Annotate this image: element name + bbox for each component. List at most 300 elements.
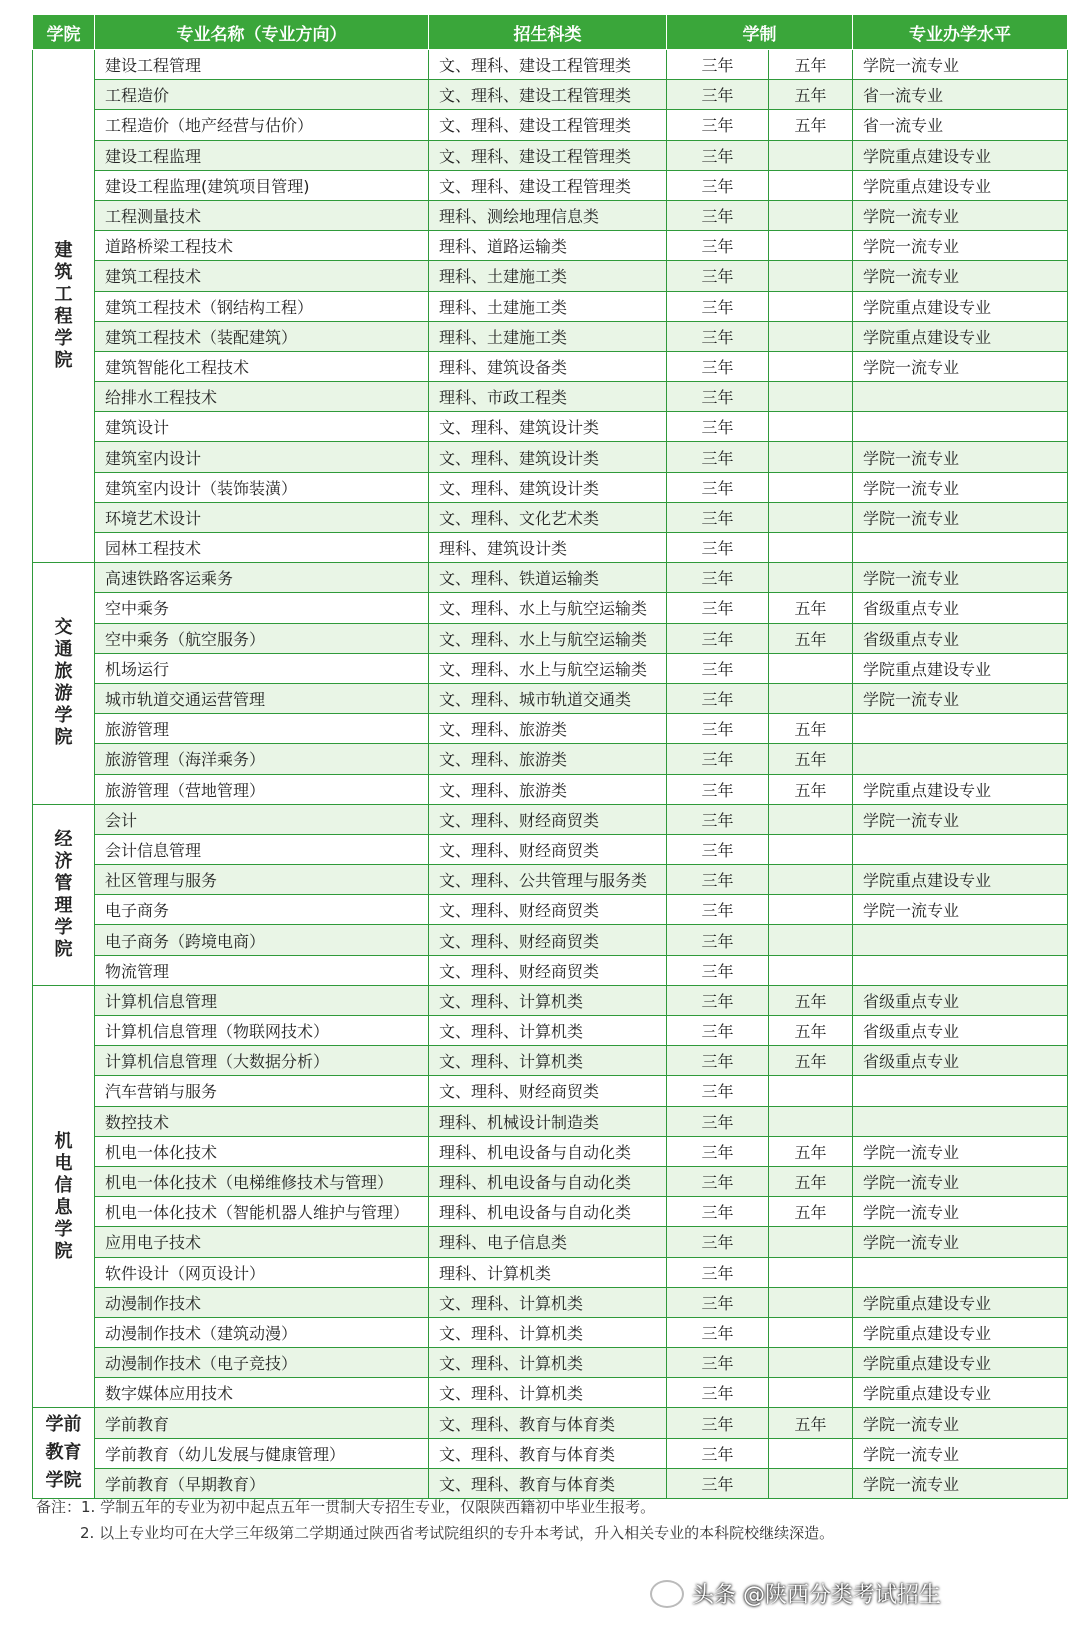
college-cell (33, 563, 95, 805)
table-row (33, 442, 1068, 472)
level-cell: 学院重点建设专业 (853, 140, 1068, 170)
table-row (33, 955, 1068, 985)
level-cell (853, 1076, 1068, 1106)
category-cell: 文、理科、建设工程管理类 (429, 50, 667, 80)
y3-cell: 三年 (667, 382, 769, 412)
table-row (33, 412, 1068, 442)
major-cell: 学前教育（早期教育） (95, 1468, 429, 1498)
wechat-icon (650, 1580, 684, 1608)
table-row (33, 110, 1068, 140)
table-row (33, 291, 1068, 321)
y3-cell: 三年 (667, 1257, 769, 1287)
level-cell: 学院一流专业 (853, 1166, 1068, 1196)
y3-cell: 三年 (667, 1378, 769, 1408)
level-cell (853, 412, 1068, 442)
major-cell: 物流管理 (95, 955, 429, 985)
y5-cell (769, 261, 853, 291)
major-cell: 建设工程监理(建筑项目管理) (95, 170, 429, 200)
y3-cell: 三年 (667, 261, 769, 291)
category-cell: 文、理科、旅游类 (429, 714, 667, 744)
level-cell: 学院重点建设专业 (853, 1378, 1068, 1408)
major-cell: 空中乘务（航空服务） (95, 623, 429, 653)
level-cell (853, 533, 1068, 563)
category-cell: 文、理科、建设工程管理类 (429, 170, 667, 200)
major-cell: 高速铁路客运乘务 (95, 563, 429, 593)
level-cell: 学院一流专业 (853, 1438, 1068, 1468)
y5-cell (769, 1076, 853, 1106)
level-cell: 省一流专业 (853, 110, 1068, 140)
level-cell: 学院一流专业 (853, 1408, 1068, 1438)
major-cell: 旅游管理（海洋乘务） (95, 744, 429, 774)
major-cell: 应用电子技术 (95, 1227, 429, 1257)
table-row (33, 261, 1068, 291)
y5-cell (769, 1438, 853, 1468)
table-row (33, 683, 1068, 713)
y3-cell: 三年 (667, 1106, 769, 1136)
major-cell: 计算机信息管理（大数据分析） (95, 1046, 429, 1076)
y3-cell: 三年 (667, 1227, 769, 1257)
category-cell: 文、理科、水上与航空运输类 (429, 623, 667, 653)
table-row (33, 80, 1068, 110)
table-row (33, 1287, 1068, 1317)
category-cell: 文、理科、财经商贸类 (429, 955, 667, 985)
major-cell: 计算机信息管理（物联网技术） (95, 1016, 429, 1046)
level-cell: 学院一流专业 (853, 231, 1068, 261)
y3-cell: 三年 (667, 593, 769, 623)
category-cell: 文、理科、计算机类 (429, 1046, 667, 1076)
level-cell: 学院一流专业 (853, 351, 1068, 381)
major-cell: 给排水工程技术 (95, 382, 429, 412)
category-cell: 文、理科、建设工程管理类 (429, 80, 667, 110)
y5-cell (769, 1106, 853, 1136)
note-line-1: 备注：1. 学制五年的专业为初中起点五年一贯制大专招生专业，仅限陕西籍初中毕业生报考。 (36, 1498, 656, 1516)
level-cell (853, 744, 1068, 774)
category-cell: 理科、土建施工类 (429, 321, 667, 351)
category-cell: 文、理科、建筑设计类 (429, 472, 667, 502)
major-cell: 建筑室内设计（装饰装潢） (95, 472, 429, 502)
category-cell: 理科、建筑设备类 (429, 351, 667, 381)
y3-cell: 三年 (667, 774, 769, 804)
level-cell: 学院一流专业 (853, 50, 1068, 80)
category-cell: 理科、机电设备与自动化类 (429, 1197, 667, 1227)
major-cell: 建筑设计 (95, 412, 429, 442)
table-row (33, 231, 1068, 261)
y5-cell (769, 1257, 853, 1287)
category-cell: 理科、测绘地理信息类 (429, 200, 667, 230)
category-cell: 文、理科、教育与体育类 (429, 1438, 667, 1468)
major-cell: 机电一体化技术（电梯维修技术与管理） (95, 1166, 429, 1196)
level-cell: 省级重点专业 (853, 1016, 1068, 1046)
level-cell: 学院重点建设专业 (853, 291, 1068, 321)
category-cell: 文、理科、计算机类 (429, 985, 667, 1015)
majors-table (32, 14, 1068, 1499)
table-row (33, 1076, 1068, 1106)
y3-cell: 三年 (667, 170, 769, 200)
y3-cell: 三年 (667, 351, 769, 381)
y5-cell: 五年 (769, 1016, 853, 1046)
table-row (33, 1257, 1068, 1287)
category-cell: 理科、机械设计制造类 (429, 1106, 667, 1136)
level-cell (853, 834, 1068, 864)
college-name: 建筑工程学院 (54, 240, 73, 372)
college-cell (33, 50, 95, 563)
y3-cell: 三年 (667, 1016, 769, 1046)
table-row (33, 533, 1068, 563)
y3-cell: 三年 (667, 1408, 769, 1438)
major-cell: 旅游管理（营地管理） (95, 774, 429, 804)
y3-cell: 三年 (667, 955, 769, 985)
level-cell: 学院一流专业 (853, 442, 1068, 472)
major-cell: 会计 (95, 804, 429, 834)
level-cell: 学院一流专业 (853, 200, 1068, 230)
category-cell: 文、理科、计算机类 (429, 1317, 667, 1347)
category-cell: 文、理科、铁道运输类 (429, 563, 667, 593)
major-cell: 数字媒体应用技术 (95, 1378, 429, 1408)
level-cell: 学院重点建设专业 (853, 1348, 1068, 1378)
table-header-row (33, 15, 1068, 50)
table-row (33, 653, 1068, 683)
category-cell: 文、理科、建设工程管理类 (429, 110, 667, 140)
level-cell: 学院一流专业 (853, 683, 1068, 713)
y3-cell: 三年 (667, 1468, 769, 1498)
level-cell: 学院一流专业 (853, 1197, 1068, 1227)
y3-cell: 三年 (667, 1197, 769, 1227)
y3-cell: 三年 (667, 1046, 769, 1076)
category-cell: 文、理科、财经商贸类 (429, 1076, 667, 1106)
y5-cell: 五年 (769, 714, 853, 744)
y3-cell: 三年 (667, 623, 769, 653)
major-cell: 会计信息管理 (95, 834, 429, 864)
table-body (33, 50, 1068, 1499)
y5-cell (769, 865, 853, 895)
level-cell: 学院一流专业 (853, 261, 1068, 291)
major-cell: 工程测量技术 (95, 200, 429, 230)
major-cell: 电子商务（跨境电商） (95, 925, 429, 955)
y5-cell (769, 653, 853, 683)
y5-cell (769, 502, 853, 532)
table-row (33, 382, 1068, 412)
category-cell: 理科、机电设备与自动化类 (429, 1166, 667, 1196)
y3-cell: 三年 (667, 140, 769, 170)
y5-cell (769, 472, 853, 502)
level-cell: 省级重点专业 (853, 623, 1068, 653)
y5-cell: 五年 (769, 110, 853, 140)
note-line-2: 2. 以上专业均可在大学三年级第二学期通过陕西省考试院组织的专升本考试，升入相关专业的本科院校继续深造。 (80, 1524, 835, 1542)
level-cell: 学院一流专业 (853, 502, 1068, 532)
header-college: 学院 (33, 15, 95, 50)
level-cell (853, 1257, 1068, 1287)
y5-cell: 五年 (769, 50, 853, 80)
y3-cell: 三年 (667, 321, 769, 351)
category-cell: 文、理科、财经商贸类 (429, 925, 667, 955)
y3-cell: 三年 (667, 865, 769, 895)
y5-cell: 五年 (769, 985, 853, 1015)
college-name: 经济管理学院 (54, 828, 73, 960)
level-cell (853, 955, 1068, 985)
major-cell: 建筑智能化工程技术 (95, 351, 429, 381)
y3-cell: 三年 (667, 1348, 769, 1378)
header-duration: 学制 (667, 15, 853, 50)
category-cell: 文、理科、教育与体育类 (429, 1408, 667, 1438)
y5-cell (769, 442, 853, 472)
y5-cell: 五年 (769, 744, 853, 774)
table-row (33, 1438, 1068, 1468)
table-row (33, 593, 1068, 623)
y5-cell (769, 1287, 853, 1317)
level-cell: 学院一流专业 (853, 804, 1068, 834)
table-row (33, 1046, 1068, 1076)
y5-cell (769, 563, 853, 593)
y3-cell: 三年 (667, 804, 769, 834)
y3-cell: 三年 (667, 442, 769, 472)
level-cell: 学院一流专业 (853, 1468, 1068, 1498)
level-cell: 省级重点专业 (853, 1046, 1068, 1076)
y5-cell (769, 834, 853, 864)
y5-cell (769, 291, 853, 321)
y5-cell (769, 895, 853, 925)
y5-cell: 五年 (769, 1408, 853, 1438)
table-row (33, 1136, 1068, 1166)
y3-cell: 三年 (667, 563, 769, 593)
major-cell: 电子商务 (95, 895, 429, 925)
level-cell (853, 714, 1068, 744)
y3-cell: 三年 (667, 834, 769, 864)
major-cell: 建筑工程技术 (95, 261, 429, 291)
table-row (33, 502, 1068, 532)
y5-cell (769, 1317, 853, 1347)
y3-cell: 三年 (667, 200, 769, 230)
level-cell: 学院一流专业 (853, 563, 1068, 593)
y3-cell: 三年 (667, 1438, 769, 1468)
major-cell: 道路桥梁工程技术 (95, 231, 429, 261)
category-cell: 文、理科、建设工程管理类 (429, 140, 667, 170)
y3-cell: 三年 (667, 1136, 769, 1166)
table-row (33, 1348, 1068, 1378)
y5-cell (769, 804, 853, 834)
major-cell: 城市轨道交通运营管理 (95, 683, 429, 713)
table-row (33, 925, 1068, 955)
major-cell: 软件设计（网页设计） (95, 1257, 429, 1287)
table-row (33, 472, 1068, 502)
level-cell: 学院重点建设专业 (853, 321, 1068, 351)
category-cell: 理科、机电设备与自动化类 (429, 1136, 667, 1166)
table-row (33, 834, 1068, 864)
level-cell: 学院一流专业 (853, 1227, 1068, 1257)
table-row (33, 321, 1068, 351)
major-cell: 学前教育（幼儿发展与健康管理） (95, 1438, 429, 1468)
table-row (33, 744, 1068, 774)
table-row (33, 1227, 1068, 1257)
table-row (33, 1408, 1068, 1438)
major-cell: 社区管理与服务 (95, 865, 429, 895)
table-row (33, 50, 1068, 80)
category-cell: 文、理科、财经商贸类 (429, 895, 667, 925)
college-name: 学前教育学院 (45, 1414, 82, 1492)
college-name: 机电信息学院 (54, 1130, 73, 1262)
category-cell: 文、理科、计算机类 (429, 1287, 667, 1317)
table-row (33, 1317, 1068, 1347)
header-level: 专业办学水平 (853, 15, 1068, 50)
y3-cell: 三年 (667, 50, 769, 80)
y3-cell: 三年 (667, 744, 769, 774)
major-cell: 环境艺术设计 (95, 502, 429, 532)
y3-cell: 三年 (667, 110, 769, 140)
category-cell: 理科、土建施工类 (429, 261, 667, 291)
level-cell: 学院一流专业 (853, 1136, 1068, 1166)
major-cell: 工程造价 (95, 80, 429, 110)
y5-cell (769, 1348, 853, 1378)
table-row (33, 170, 1068, 200)
header-category: 招生科类 (429, 15, 667, 50)
table-row (33, 714, 1068, 744)
y5-cell (769, 955, 853, 985)
y3-cell: 三年 (667, 714, 769, 744)
level-cell: 学院重点建设专业 (853, 653, 1068, 683)
table-row (33, 1197, 1068, 1227)
level-cell: 学院重点建设专业 (853, 1287, 1068, 1317)
y5-cell: 五年 (769, 593, 853, 623)
table-row (33, 140, 1068, 170)
y5-cell: 五年 (769, 1166, 853, 1196)
y5-cell (769, 321, 853, 351)
category-cell: 文、理科、文化艺术类 (429, 502, 667, 532)
y5-cell (769, 925, 853, 955)
y5-cell (769, 351, 853, 381)
y3-cell: 三年 (667, 1317, 769, 1347)
table-row (33, 200, 1068, 230)
notes (36, 1494, 834, 1546)
category-cell: 文、理科、财经商贸类 (429, 834, 667, 864)
y5-cell: 五年 (769, 1136, 853, 1166)
major-cell: 建筑室内设计 (95, 442, 429, 472)
category-cell: 文、理科、旅游类 (429, 744, 667, 774)
y3-cell: 三年 (667, 1166, 769, 1196)
level-cell: 省一流专业 (853, 80, 1068, 110)
y3-cell: 三年 (667, 80, 769, 110)
table-row (33, 1106, 1068, 1136)
watermark (650, 1578, 941, 1609)
y3-cell: 三年 (667, 925, 769, 955)
major-cell: 汽车营销与服务 (95, 1076, 429, 1106)
y5-cell (769, 412, 853, 442)
category-cell: 理科、道路运输类 (429, 231, 667, 261)
level-cell: 学院重点建设专业 (853, 774, 1068, 804)
table-row (33, 804, 1068, 834)
y3-cell: 三年 (667, 1076, 769, 1106)
y3-cell: 三年 (667, 291, 769, 321)
major-cell: 机电一体化技术（智能机器人维护与管理） (95, 1197, 429, 1227)
level-cell (853, 925, 1068, 955)
y3-cell: 三年 (667, 472, 769, 502)
major-cell: 旅游管理 (95, 714, 429, 744)
category-cell: 文、理科、教育与体育类 (429, 1468, 667, 1498)
category-cell: 理科、计算机类 (429, 1257, 667, 1287)
y5-cell (769, 382, 853, 412)
category-cell: 文、理科、城市轨道交通类 (429, 683, 667, 713)
y5-cell (769, 231, 853, 261)
major-cell: 学前教育 (95, 1408, 429, 1438)
category-cell: 理科、电子信息类 (429, 1227, 667, 1257)
y5-cell (769, 200, 853, 230)
table-row (33, 351, 1068, 381)
y3-cell: 三年 (667, 985, 769, 1015)
level-cell: 学院重点建设专业 (853, 865, 1068, 895)
y3-cell: 三年 (667, 683, 769, 713)
category-cell: 文、理科、公共管理与服务类 (429, 865, 667, 895)
y5-cell (769, 1227, 853, 1257)
category-cell: 文、理科、水上与航空运输类 (429, 653, 667, 683)
level-cell: 学院一流专业 (853, 895, 1068, 925)
y5-cell: 五年 (769, 1046, 853, 1076)
y5-cell: 五年 (769, 1197, 853, 1227)
college-cell (33, 1408, 95, 1499)
level-cell (853, 382, 1068, 412)
y3-cell: 三年 (667, 653, 769, 683)
major-cell: 空中乘务 (95, 593, 429, 623)
category-cell: 文、理科、财经商贸类 (429, 804, 667, 834)
category-cell: 文、理科、计算机类 (429, 1016, 667, 1046)
major-cell: 动漫制作技术（建筑动漫） (95, 1317, 429, 1347)
y3-cell: 三年 (667, 231, 769, 261)
major-cell: 数控技术 (95, 1106, 429, 1136)
y5-cell: 五年 (769, 623, 853, 653)
college-name: 交通旅游学院 (54, 617, 73, 749)
table-row (33, 1166, 1068, 1196)
table-row (33, 563, 1068, 593)
table-row (33, 623, 1068, 653)
major-cell: 计算机信息管理 (95, 985, 429, 1015)
table-row (33, 895, 1068, 925)
level-cell (853, 1106, 1068, 1136)
major-cell: 建设工程监理 (95, 140, 429, 170)
category-cell: 文、理科、建筑设计类 (429, 442, 667, 472)
y5-cell (769, 1378, 853, 1408)
major-cell: 机场运行 (95, 653, 429, 683)
y3-cell: 三年 (667, 1287, 769, 1317)
y5-cell: 五年 (769, 774, 853, 804)
y5-cell (769, 170, 853, 200)
y5-cell (769, 533, 853, 563)
table-row (33, 1378, 1068, 1408)
major-cell: 动漫制作技术（电子竞技） (95, 1348, 429, 1378)
category-cell: 理科、土建施工类 (429, 291, 667, 321)
category-cell: 理科、建筑设计类 (429, 533, 667, 563)
category-cell: 理科、市政工程类 (429, 382, 667, 412)
major-cell: 园林工程技术 (95, 533, 429, 563)
y3-cell: 三年 (667, 533, 769, 563)
category-cell: 文、理科、建筑设计类 (429, 412, 667, 442)
watermark-text: 头条 @陕西分类考试招生 (692, 1583, 941, 1608)
major-cell: 建设工程管理 (95, 50, 429, 80)
level-cell: 省级重点专业 (853, 985, 1068, 1015)
level-cell: 学院一流专业 (853, 472, 1068, 502)
y3-cell: 三年 (667, 412, 769, 442)
y3-cell: 三年 (667, 895, 769, 925)
category-cell: 文、理科、计算机类 (429, 1378, 667, 1408)
y3-cell: 三年 (667, 502, 769, 532)
college-cell (33, 804, 95, 985)
major-cell: 建筑工程技术（钢结构工程） (95, 291, 429, 321)
table-row (33, 774, 1068, 804)
major-cell: 工程造价（地产经营与估价） (95, 110, 429, 140)
category-cell: 文、理科、计算机类 (429, 1348, 667, 1378)
level-cell: 省级重点专业 (853, 593, 1068, 623)
header-major: 专业名称（专业方向） (95, 15, 429, 50)
table-row (33, 865, 1068, 895)
table-row (33, 1016, 1068, 1046)
category-cell: 文、理科、水上与航空运输类 (429, 593, 667, 623)
table-row (33, 985, 1068, 1015)
